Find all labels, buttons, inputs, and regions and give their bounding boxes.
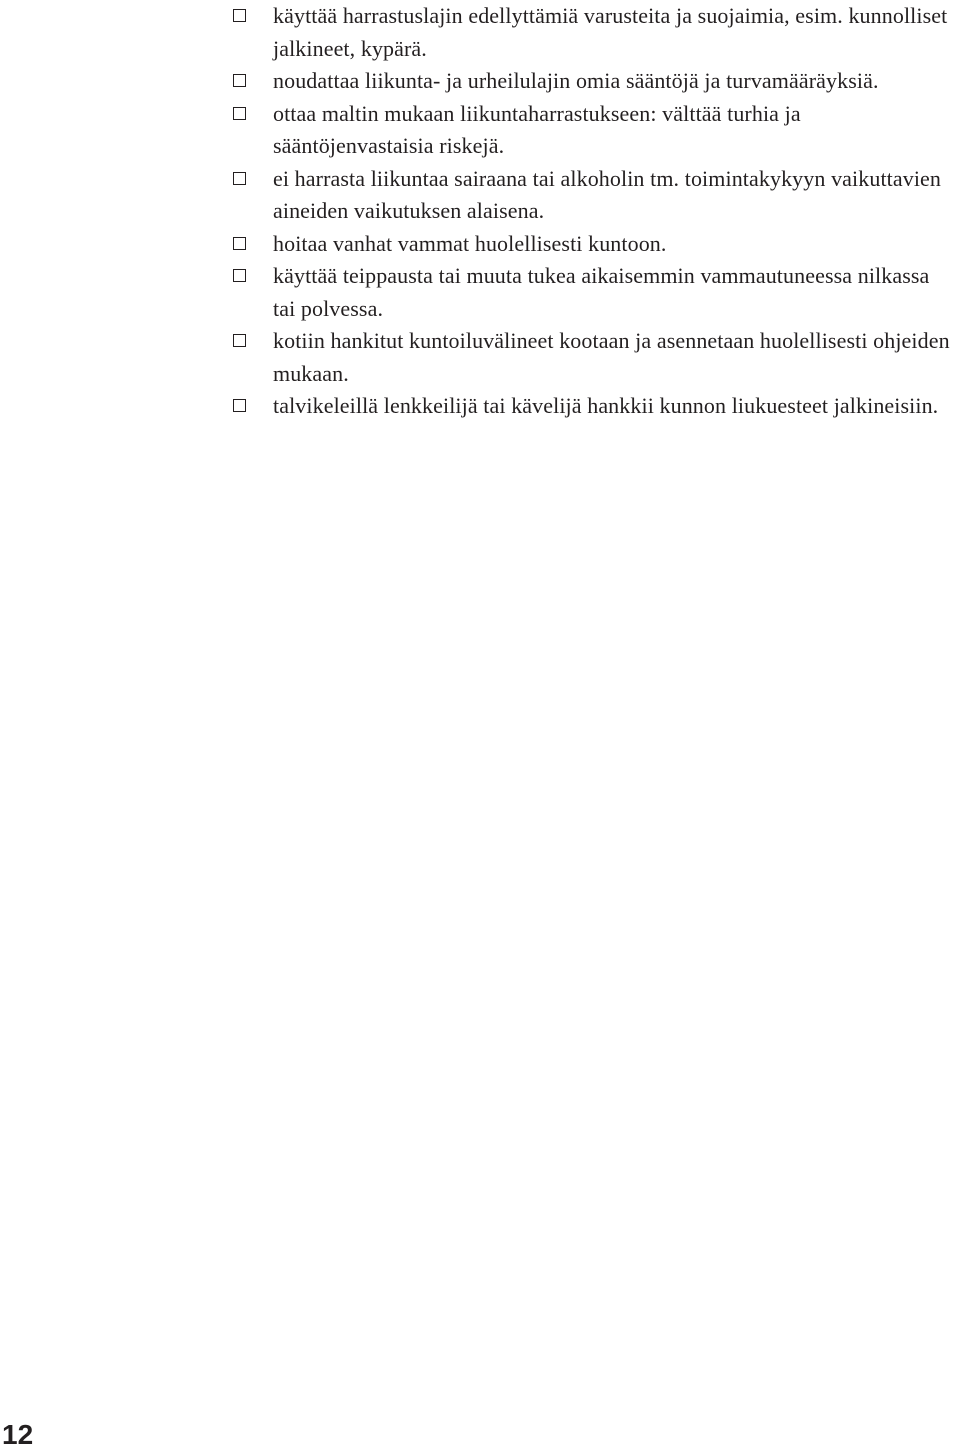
checklist-item-text: kotiin hankitut kuntoiluvälineet kootaan ja asennetaan huolellisesti ohjeiden mukaan. xyxy=(273,328,950,386)
checklist-item xyxy=(233,163,960,228)
checklist-item xyxy=(233,65,960,98)
checkbox-icon[interactable] xyxy=(233,74,246,87)
checklist-item xyxy=(233,98,960,163)
checklist-item-text: ottaa maltin mukaan liikuntaharrastukseen: välttää turhia ja sääntöjenvastaisia riskejä. xyxy=(273,100,801,158)
page-number: 12 xyxy=(2,1419,34,1450)
checklist-item xyxy=(233,325,960,390)
checklist-item xyxy=(233,0,960,65)
checkbox-icon[interactable] xyxy=(233,9,246,22)
checkbox-icon[interactable] xyxy=(233,107,246,120)
checklist-item xyxy=(233,260,960,325)
checkbox-icon[interactable] xyxy=(233,237,246,250)
checklist-item-text: käyttää teippausta tai muuta tukea aikaisemmin vammautuneessa nilkassa tai polvessa. xyxy=(273,263,930,321)
checklist-item-text: talvikeleillä lenkkeilijä tai kävelijä hankkii kunnon liukuesteet jalkineisiin. xyxy=(273,393,939,418)
checklist-item-text: hoitaa vanhat vammat huolellisesti kuntoon. xyxy=(273,230,667,256)
checklist-item-text: ei harrasta liikuntaa sairaana tai alkoholin tm. toimintakykyyn vaikuttavien aineiden vaikutuksen alaisena. xyxy=(273,165,942,223)
safety-checklist xyxy=(233,0,960,423)
checklist-item xyxy=(233,228,960,261)
checklist-item-text: käyttää harrastuslajin edellyttämiä varusteita ja suojaimia, esim. kunnolliset jalkineet, kypärä. xyxy=(273,3,948,61)
checkbox-icon[interactable] xyxy=(233,172,246,185)
checkbox-icon[interactable] xyxy=(233,269,246,282)
checkbox-icon[interactable] xyxy=(233,399,246,412)
checkbox-icon[interactable] xyxy=(233,334,246,347)
checklist-item xyxy=(233,390,960,423)
checklist-item-text: noudattaa liikunta- ja urheilulajin omia sääntöjä ja turvamääräyksiä. xyxy=(273,68,879,93)
